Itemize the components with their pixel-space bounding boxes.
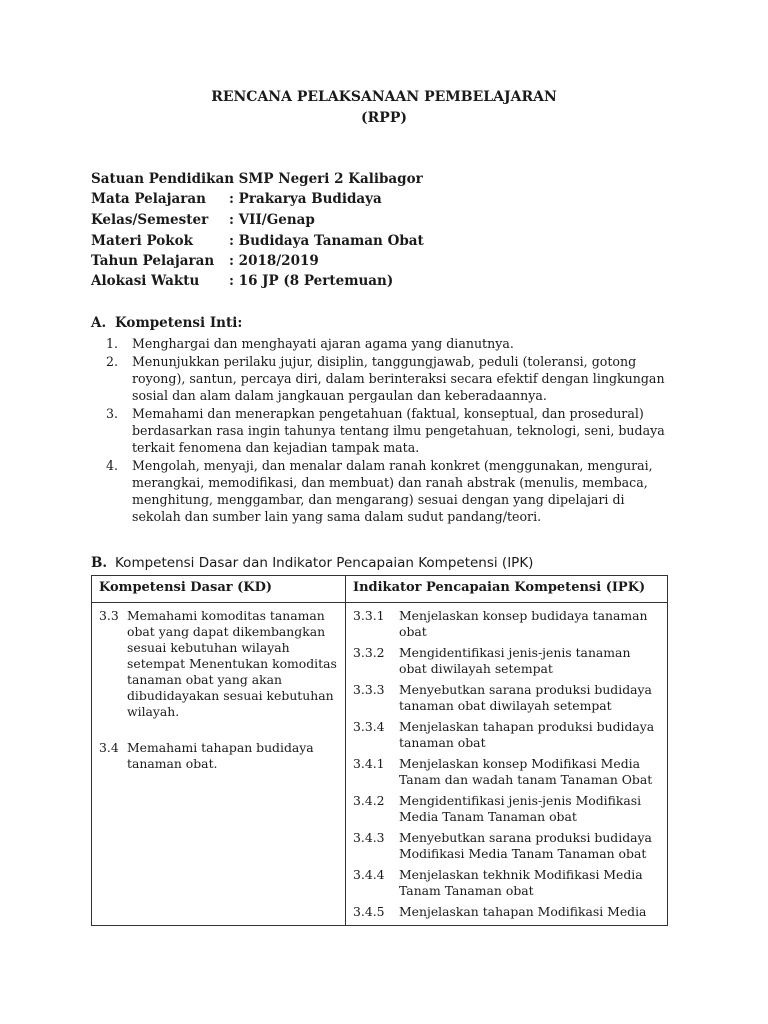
section-a-heading xyxy=(91,315,242,331)
identity-value: : 16 JP (8 Pertemuan) xyxy=(229,273,394,289)
ipk-text: Menjelaskan tahapan Modifikasi Media xyxy=(399,904,647,919)
ipk-number: 3.3.3 xyxy=(353,682,385,697)
identity-label: Alokasi Waktu xyxy=(91,273,200,289)
ipk-item xyxy=(353,756,660,788)
kompetensi-inti-list xyxy=(106,335,666,526)
list-number: 2. xyxy=(106,354,119,369)
identity-label: Kelas/Semester xyxy=(91,212,209,228)
section-b-heading xyxy=(91,555,533,571)
ipk-text: Menjelaskan tahapan produksi budidaya tanaman obat xyxy=(399,719,655,750)
list-item xyxy=(106,335,666,352)
ipk-cell xyxy=(346,603,668,926)
list-item xyxy=(106,405,666,456)
ipk-item xyxy=(353,682,660,714)
kd-number: 3.3 xyxy=(99,608,119,623)
table-row xyxy=(92,603,668,926)
ipk-item xyxy=(353,867,660,899)
kd-ipk-table xyxy=(91,575,668,926)
identity-label: Mata Pelajaran xyxy=(91,191,206,207)
section-title: Kompetensi Inti: xyxy=(115,315,243,331)
section-letter: A. xyxy=(91,315,107,331)
ipk-item xyxy=(353,719,660,751)
ipk-item xyxy=(353,645,660,677)
ipk-text: Mengidentifikasi jenis-jenis tanaman obat diwilayah setempat xyxy=(399,645,631,676)
list-item xyxy=(106,353,666,404)
identity-value: : Budidaya Tanaman Obat xyxy=(229,233,424,249)
list-text: Menunjukkan perilaku jujur, disiplin, tanggungjawab, peduli (toleransi, gotong royong), santun, percaya diri, dalam berinteraksi secara efektif dengan lingkungan sosial dan alam dalam jangkauan pergaulan dan keberadaannya. xyxy=(132,354,665,403)
ipk-number: 3.3.2 xyxy=(353,645,385,660)
ipk-number: 3.4.4 xyxy=(353,867,385,882)
list-text: Menghargai dan menghayati ajaran agama yang dianutnya. xyxy=(132,336,514,351)
kd-text: Memahami komoditas tanaman obat yang dapat dikembangkan sesuai kebutuhan wilayah setempat Menentukan komoditas tanaman obat yang akan dibudidayakan sesuai kebutuhan wilayah. xyxy=(127,608,337,719)
kd-text: Memahami tahapan budidaya tanaman obat. xyxy=(127,740,314,771)
ipk-number: 3.4.5 xyxy=(353,904,385,919)
kd-cell xyxy=(92,603,346,926)
ipk-number: 3.4.2 xyxy=(353,793,385,808)
ipk-number: 3.3.4 xyxy=(353,719,385,734)
table-header-row xyxy=(92,576,668,603)
list-number: 3. xyxy=(106,406,119,421)
list-item xyxy=(106,457,666,525)
identity-label: Tahun Pelajaran xyxy=(91,253,215,269)
kd-item xyxy=(99,740,338,772)
list-text: Memahami dan menerapkan pengetahuan (faktual, konseptual, dan prosedural) berdasarkan rasa ingin tahunya tentang ilmu pengetahuan, teknologi, seni, budaya terkait fenomena dan kejadian tampak mata. xyxy=(132,406,665,455)
ipk-text: Mengidentifikasi jenis-jenis Modifikasi Media Tanam Tanaman obat xyxy=(399,793,642,824)
section-letter: B. xyxy=(91,555,108,571)
identity-value: : 2018/2019 xyxy=(229,253,319,269)
list-text: Mengolah, menyaji, dan menalar dalam ranah konkret (menggunakan, mengurai, merangkai, memodifikasi, dan membuat) dan ranah abstrak (menulis, membaca, menghitung, menggambar, dan mengarang) sesuai dengan yang dipelajari di sekolah dan sumber lain yang sama dalam sudut pandang/teori. xyxy=(132,458,653,524)
ipk-text: Menjelaskan tekhnik Modifikasi Media Tanam Tanaman obat xyxy=(399,867,643,898)
ipk-number: 3.4.1 xyxy=(353,756,385,771)
section-title: Kompetensi Dasar dan Indikator Pencapaian Kompetensi (IPK) xyxy=(115,555,534,571)
kd-item xyxy=(99,608,338,720)
ipk-number: 3.3.1 xyxy=(353,608,385,623)
header-ipk: Indikator Pencapaian Kompetensi (IPK) xyxy=(346,576,668,603)
ipk-text: Menjelaskan konsep Modifikasi Media Tanam dan wadah tanam Tanaman Obat xyxy=(399,756,653,787)
document-title: RENCANA PELAKSANAAN PEMBELAJARAN xyxy=(211,89,557,105)
identity-value: : Prakarya Budidaya xyxy=(229,191,382,207)
identity-value: : VII/Genap xyxy=(229,212,315,228)
ipk-item xyxy=(353,608,660,640)
ipk-text: Menyebutkan sarana produksi budidaya tanaman obat diwilayah setempat xyxy=(399,682,652,713)
list-number: 4. xyxy=(106,458,119,473)
ipk-number: 3.4.3 xyxy=(353,830,385,845)
ipk-item xyxy=(353,830,660,862)
list-number: 1. xyxy=(106,336,119,351)
ipk-item xyxy=(353,904,660,920)
ipk-item xyxy=(353,793,660,825)
kd-number: 3.4 xyxy=(99,740,119,755)
ipk-text: Menjelaskan konsep budidaya tanaman obat xyxy=(399,608,648,639)
header-kd: Kompetensi Dasar (KD) xyxy=(92,576,346,603)
ipk-text: Menyebutkan sarana produksi budidaya Modifikasi Media Tanam Tanaman obat xyxy=(399,830,652,861)
identity-label: Materi Pokok xyxy=(91,233,193,249)
identity-label: Satuan Pendidikan xyxy=(91,171,235,187)
document-subtitle: (RPP) xyxy=(361,110,407,126)
identity-value: : SMP Negeri 2 Kalibagor xyxy=(229,171,423,187)
